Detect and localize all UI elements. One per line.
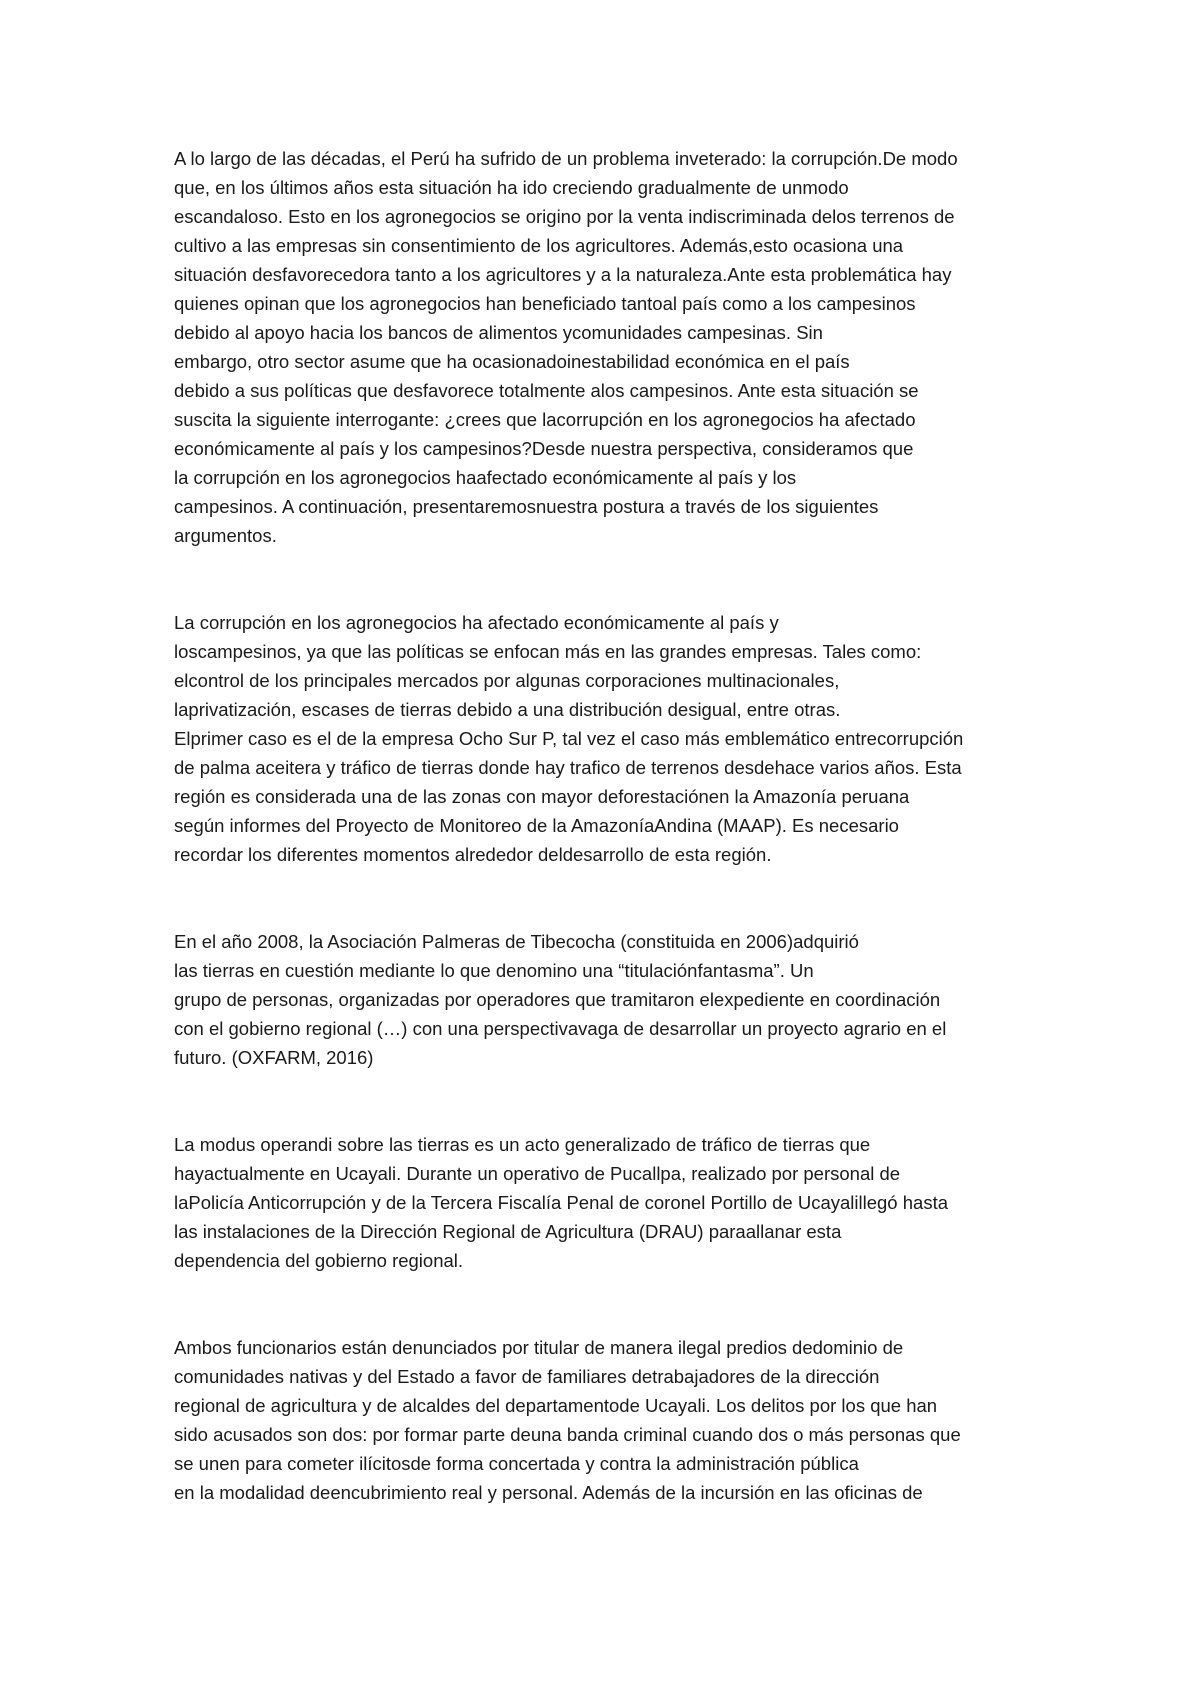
text-line: sido acusados son dos: por formar parte deuna banda criminal cuando dos o más personas que bbox=[174, 1424, 961, 1445]
paragraph-spacer bbox=[174, 550, 1034, 608]
text-line: las instalaciones de la Dirección Regional de Agricultura (DRAU) paraallanar esta bbox=[174, 1221, 842, 1242]
text-line: debido al apoyo hacia los bancos de alimentos ycomunidades campesinas. Sin bbox=[174, 322, 823, 343]
text-line: quienes opinan que los agronegocios han beneficiado tantoal país como a los campesinos bbox=[174, 293, 916, 314]
text-line: comunidades nativas y del Estado a favor de familiares detrabajadores de la dirección bbox=[174, 1366, 880, 1387]
text-line: dependencia del gobierno regional. bbox=[174, 1250, 464, 1271]
text-line: cultivo a las empresas sin consentimiento de los agricultores. Además,esto ocasiona una bbox=[174, 235, 904, 256]
text-line: Ambos funcionarios están denunciados por titular de manera ilegal predios dedominio de bbox=[174, 1337, 904, 1358]
text-line: hayactualmente en Ucayali. Durante un operativo de Pucallpa, realizado por personal de bbox=[174, 1163, 901, 1184]
text-line: A lo largo de las décadas, el Perú ha sufrido de un problema inveterado: la corrupción.De modo bbox=[174, 148, 958, 169]
text-line: futuro. (OXFARM, 2016) bbox=[174, 1047, 374, 1068]
paragraph-spacer bbox=[174, 869, 1034, 927]
text-line: la corrupción en los agronegocios haafectado económicamente al país y los bbox=[174, 467, 797, 488]
text-line: región es considerada una de las zonas con mayor deforestaciónen la Amazonía peruana bbox=[174, 786, 910, 807]
text-line: se unen para cometer ilícitosde forma concertada y contra la administración pública bbox=[174, 1453, 859, 1474]
paragraph-modus-operandi bbox=[174, 1130, 1034, 1275]
text-line: laPolicía Anticorrupción y de la Tercera Fiscalía Penal de coronel Portillo de Ucayalillegó hasta bbox=[174, 1192, 948, 1213]
paragraph-officials bbox=[174, 1333, 1034, 1507]
paragraph-corruption-effects bbox=[174, 608, 1034, 869]
text-line: escandaloso. Esto en los agronegocios se origino por la venta indiscriminada delos terrenos de bbox=[174, 206, 955, 227]
paragraph-spacer bbox=[174, 1072, 1034, 1130]
text-line: La corrupción en los agronegocios ha afectado económicamente al país y bbox=[174, 612, 779, 633]
text-line: elcontrol de los principales mercados por algunas corporaciones multinacionales, bbox=[174, 670, 840, 691]
text-line: en la modalidad deencubrimiento real y personal. Además de la incursión en las oficinas de bbox=[174, 1482, 923, 1503]
text-line: suscita la siguiente interrogante: ¿crees que lacorrupción en los agronegocios ha afectado bbox=[174, 409, 916, 430]
text-line: argumentos. bbox=[174, 525, 277, 546]
text-line: según informes del Proyecto de Monitoreo de la AmazoníaAndina (MAAP). Es necesario bbox=[174, 815, 899, 836]
text-line: embargo, otro sector asume que ha ocasionadoinestabilidad económica en el país bbox=[174, 351, 850, 372]
text-line: regional de agricultura y de alcaldes del departamentode Ucayali. Los delitos por los que han bbox=[174, 1395, 938, 1416]
text-line: recordar los diferentes momentos alrededor deldesarrollo de esta región. bbox=[174, 844, 772, 865]
text-line: las tierras en cuestión mediante lo que denomino una “titulaciónfantasma”. Un bbox=[174, 960, 814, 981]
text-line: campesinos. A continuación, presentaremosnuestra postura a través de los siguientes bbox=[174, 496, 879, 517]
text-line: económicamente al país y los campesinos?Desde nuestra perspectiva, consideramos que bbox=[174, 438, 914, 459]
text-line: laprivatización, escases de tierras debido a una distribución desigual, entre otras. bbox=[174, 699, 841, 720]
paragraph-intro bbox=[174, 144, 1034, 550]
text-line: debido a sus políticas que desfavorece totalmente alos campesinos. Ante esta situación se bbox=[174, 380, 919, 401]
text-line: situación desfavorecedora tanto a los agricultores y a la naturaleza.Ante esta problemática hay bbox=[174, 264, 952, 285]
text-line: La modus operandi sobre las tierras es un acto generalizado de tráfico de tierras que bbox=[174, 1134, 871, 1155]
text-line: loscampesinos, ya que las políticas se enfocan más en las grandes empresas. Tales como: bbox=[174, 641, 922, 662]
paragraph-spacer bbox=[174, 1275, 1034, 1333]
text-line: con el gobierno regional (…) con una perspectivavaga de desarrollar un proyecto agrario en el bbox=[174, 1018, 947, 1039]
text-line: En el año 2008, la Asociación Palmeras de Tibecocha (constituida en 2006)adquirió bbox=[174, 931, 859, 952]
document-body bbox=[174, 144, 1034, 1507]
text-line: grupo de personas, organizadas por operadores que tramitaron elexpediente en coordinación bbox=[174, 989, 941, 1010]
text-line: de palma aceitera y tráfico de tierras donde hay trafico de terrenos desdehace varios años. Esta bbox=[174, 757, 962, 778]
text-line: Elprimer caso es el de la empresa Ocho Sur P, tal vez el caso más emblemático entrecorrupción bbox=[174, 728, 964, 749]
text-line: que, en los últimos años esta situación ha ido creciendo gradualmente de unmodo bbox=[174, 177, 849, 198]
paragraph-tibecocha bbox=[174, 927, 1034, 1072]
